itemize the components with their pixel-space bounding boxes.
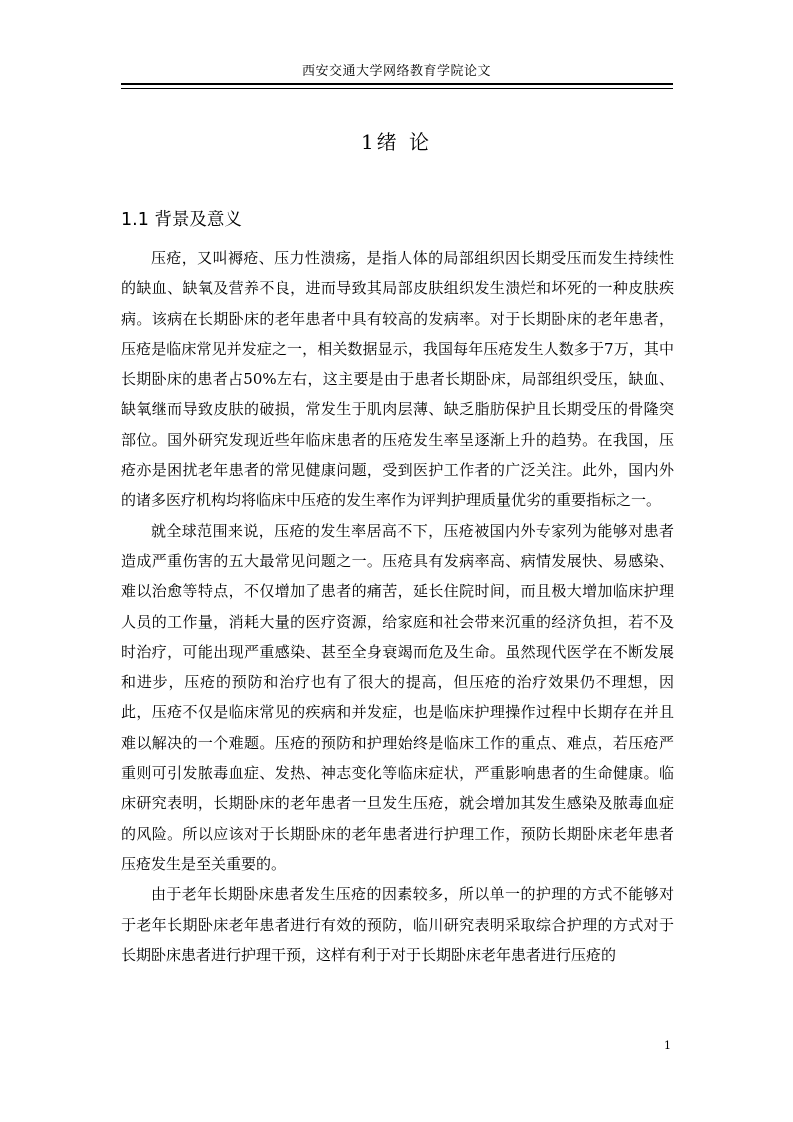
section-heading: 1.1 背景及意义 bbox=[121, 210, 242, 230]
page-number: 1 bbox=[664, 1039, 671, 1052]
paragraph: 就全球范围来说，压疮的发生率居高不下，压疮被国内外专家列为能够对患者造成严重伤害的五大最常见问题之一。压疮具有发病率高、病情发展快、易感染、难以治愈等特点，不仅增加了患者的痛苦，延长住院时间，而且极大增加临床护理人员的工作量，消耗大量的医疗资源，给家庭和社会带来沉重的经济负担，若不及时治疗，可能出现严重感染、甚至全身衰竭而危及生命。虽然现代医学在不断发展和进步，压疮的预防和治疗也有了很大的提高，但压疮的治疗效果仍不理想，因此，压疮不仅是临床常见的疾病和并发症，也是临床护理操作过程中长期存在并且难以解决的一个难题。压疮的预防和护理始终是临床工作的重点、难点，若压疮严重则可引发脓毒血症、发热、神志变化等临床症状，严重影响患者的生命健康。临床研究表明，长期卧床的老年患者一旦发生压疮，就会增加其发生感染及脓毒血症的风险。所以应该对于长期卧床的老年患者进行护理工作，预防长期卧床老年患者压疮发生是至关重要的。 bbox=[121, 521, 674, 873]
header-rule-thick bbox=[121, 83, 673, 85]
chapter-title: 1绪 论 bbox=[360, 130, 433, 154]
paragraph: 压疮，又叫褥疮、压力性溃疡，是指人体的局部组织因长期受压而发生持续性的缺血、缺氧及营养不良，进而导致其局部皮肤组织发生溃烂和坏死的一种皮肤疾病。该病在长期卧床的老年患者中具有较高的发病率。对于长期卧床的老年患者，压疮是临床常见并发症之一，相关数据显示，我国每年压疮发生人数多于7万，其中长期卧床的患者占50%左右，这主要是由于患者长期卧床，局部组织受压，缺血、缺氧继而导致皮肤的破损，常发生于肌肉层薄、缺乏脂肪保护且长期受压的骨隆突部位。国外研究发现近些年临床患者的压疮发生率呈逐渐上升的趋势。在我国，压疮亦是困扰老年患者的常见健康问题，受到医护工作者的广泛关注。此外，国内外的诸多医疗机构均将临床中压疮的发生率作为评判护理质量优劣的重要指标之一。 bbox=[121, 249, 674, 510]
running-header: 西安交通大学网络教育学院论文 bbox=[301, 64, 491, 79]
header-rule-thin bbox=[121, 88, 673, 89]
body-text bbox=[121, 243, 674, 970]
paragraph: 由于老年长期卧床患者发生压疮的因素较多，所以单一的护理的方式不能够对于老年长期卧床老年患者进行有效的预防，临川研究表明采取综合护理的方式对于长期卧床患者进行护理干预，这样有利于对于长期卧床老年患者进行压疮的 bbox=[121, 885, 674, 964]
